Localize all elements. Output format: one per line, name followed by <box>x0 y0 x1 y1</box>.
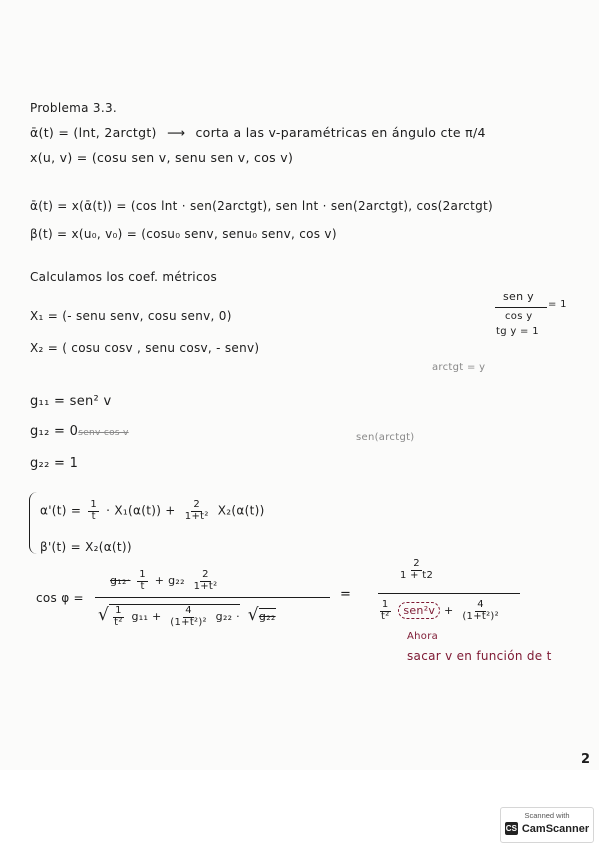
camscanner-icon: CS <box>505 824 517 833</box>
alpha-definition: ᾱ(t) = (lnt, 2arctgt) ⟶ corta a las v-paramétricas en ángulo cte π/4 <box>30 125 486 140</box>
g12: g₁₂ = 0senv cos v <box>30 424 129 439</box>
cos-phi-denominator: √ $\frac{1}{\text{t²}}$ g₁₁ + $\frac{4}{\text{(1+t²)²}}$ g₂₂ · √g₂₂ <box>98 605 276 628</box>
side-cos-y: cos y <box>505 311 533 322</box>
equals-sign: = <box>340 587 352 602</box>
alpha-composition: ᾱ(t) = x(ᾱ(t)) = (cos lnt · sen(2arctgt), sen lnt · sen(2arctgt), cos(2arctgt) <box>30 199 493 213</box>
problem-title: Problema 3.3. <box>30 101 118 115</box>
rhs-numerator: $\frac{2}{1 + t2}$ <box>400 558 434 581</box>
side-arctg: arctgt = y <box>432 362 486 373</box>
g11: g₁₁ = sen² v <box>30 394 112 409</box>
side-sen-arctg: sen(arctgt) <box>356 432 415 443</box>
rhs-fraction-bar <box>378 593 520 594</box>
g22: g₂₂ = 1 <box>30 456 79 471</box>
sen2v-highlight: sen²v <box>398 602 440 619</box>
side-eq1: = 1 <box>548 299 567 310</box>
side-sen-y: sen y <box>503 290 534 303</box>
cos-phi-numerator: g₁₂· $\frac{1}{t}$ + g₂₂ $\frac{2}{\text{1+t²}}$ <box>110 569 218 592</box>
alpha-prime: α'(t) = $\frac{1}{t}$ · X₁(α(t)) + $\frac{2}{\text{1+t²}}$ X₂(α(t)) <box>40 499 265 522</box>
beta-prime: β'(t) = X₂(α(t)) <box>40 540 132 554</box>
badge-brand: CamScanner <box>521 822 590 835</box>
note-sacar: sacar v en función de t <box>407 649 552 663</box>
x-parametrization: x(u, v) = (cosu sen v, senu sen v, cos v) <box>30 150 294 165</box>
cos-phi-label: cos φ = <box>36 591 84 605</box>
camscanner-badge <box>500 807 594 843</box>
x1-vector: X₁ = (- senu senv, cosu senv, 0) <box>30 309 232 323</box>
page-number: 2 <box>581 752 591 767</box>
coef-heading: Calculamos los coef. métricos <box>30 270 218 284</box>
cos-phi-fraction-bar <box>95 597 330 598</box>
system-brace <box>29 492 38 554</box>
rhs-denominator: $\frac{1}{\text{t²}}$ sen²v + $\frac{4}{\text{(1+t²)²}}$ <box>381 599 499 622</box>
badge-top-text: Scanned with <box>524 811 570 820</box>
side-fraction-bar <box>495 307 547 308</box>
x2-vector: X₂ = ( cosu cosv , senu cosv, - senv) <box>30 341 260 355</box>
beta-definition: β(t) = x(u₀, v₀) = (cosu₀ senv, senu₀ senv, cos v) <box>30 227 337 241</box>
note-ahora: Ahora <box>407 631 439 642</box>
side-tg: tg y = 1 <box>496 326 539 337</box>
